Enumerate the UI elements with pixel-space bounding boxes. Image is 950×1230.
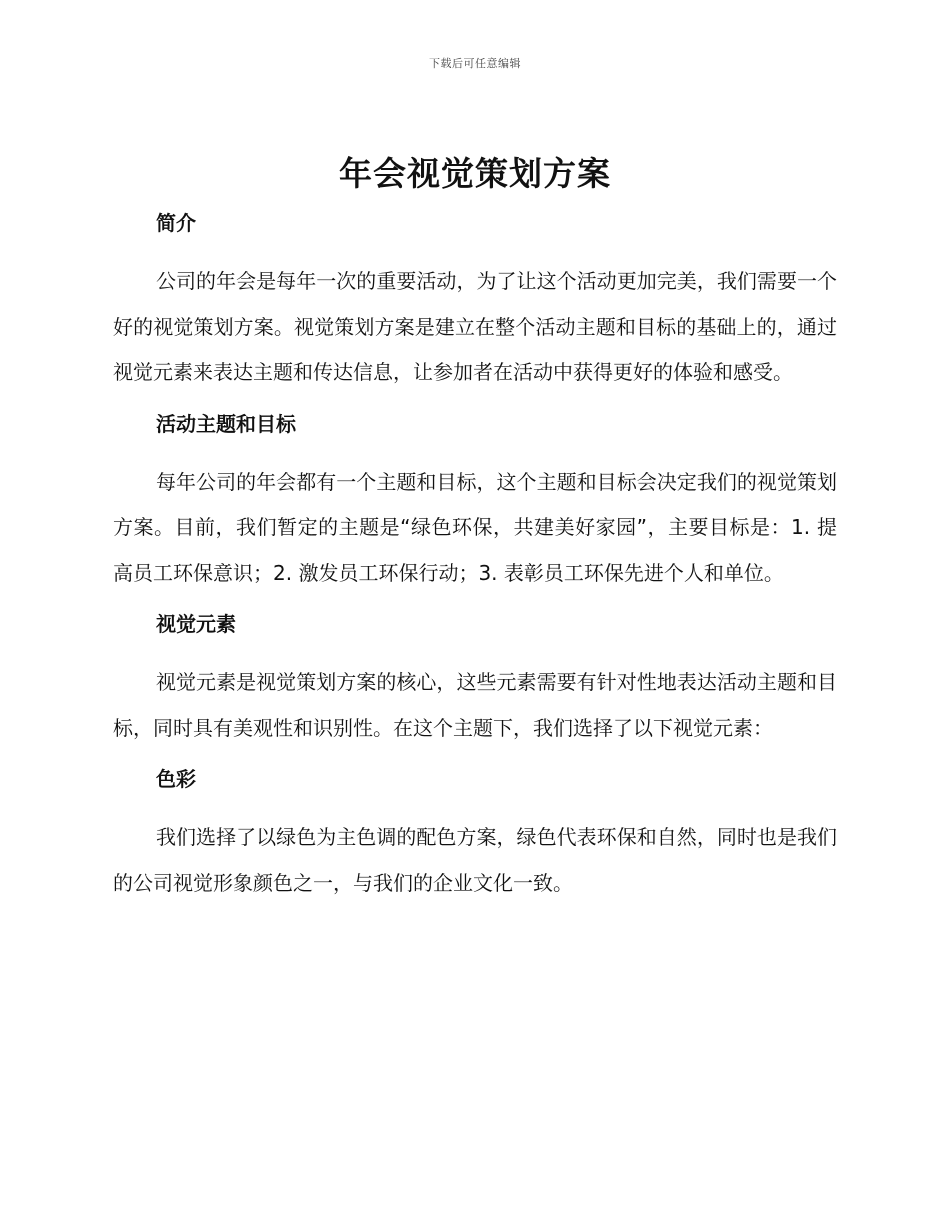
section-paragraph: 视觉元素是视觉策划方案的核心，这些元素需要有针对性地表达活动主题和目标，同时具有美观性和识别性。在这个主题下，我们选择了以下视觉元素： <box>113 670 837 740</box>
document-title: 年会视觉策划方案 <box>339 154 611 193</box>
page-header-note: 下载后可任意编辑 <box>429 57 521 70</box>
section-paragraph: 我们选择了以绿色为主色调的配色方案，绿色代表环保和自然，同时也是我们的公司视觉形象颜色之一，与我们的企业文化一致。 <box>113 825 837 895</box>
section-intro <box>113 205 837 406</box>
section-paragraph: 每年公司的年会都有一个主题和目标，这个主题和目标会决定我们的视觉策划方案。目前，我们暂定的主题是“绿色环保，共建美好家园”，主要目标是：1. 提高员工环保意识；2. 激发员工环保行动；3. 表彰员工环保先进个人和单位。 <box>113 469 837 585</box>
section-paragraph: 公司的年会是每年一次的重要活动，为了让这个活动更加完美，我们需要一个好的视觉策划方案。视觉策划方案是建立在整个活动主题和目标的基础上的，通过视觉元素来表达主题和传达信息，让参加者在活动中获得更好的体验和感受。 <box>113 269 837 384</box>
section-color <box>113 761 837 906</box>
section-heading: 活动主题和目标 <box>156 411 296 436</box>
section-theme-goals <box>113 406 837 607</box>
section-visual-elements <box>113 606 837 761</box>
section-heading: 色彩 <box>156 767 196 791</box>
section-heading: 视觉元素 <box>156 612 236 636</box>
section-heading: 简介 <box>156 211 196 235</box>
document-body <box>113 205 837 906</box>
